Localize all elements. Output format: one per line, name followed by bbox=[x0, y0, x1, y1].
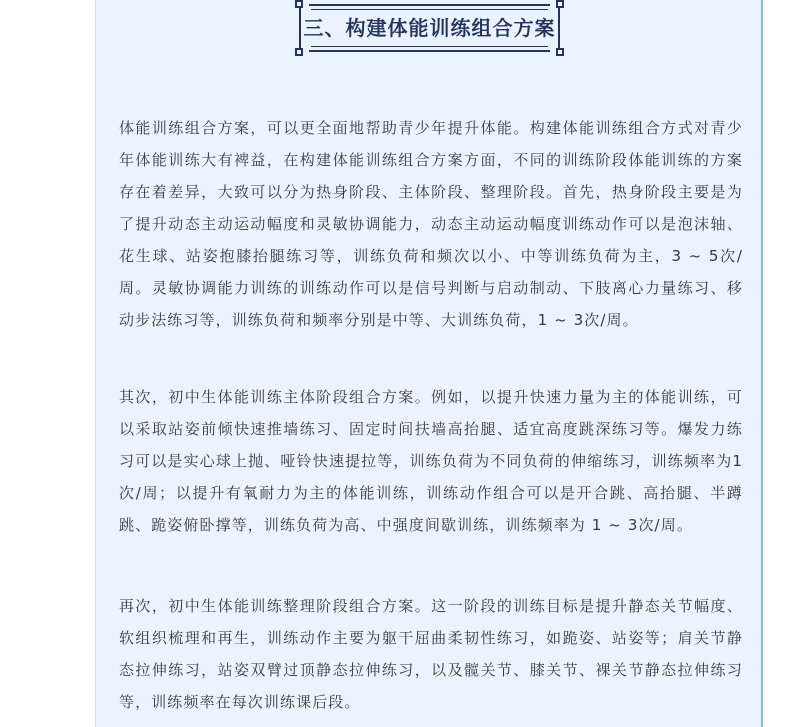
section-title-frame bbox=[299, 4, 560, 52]
frame-bottom-border bbox=[309, 50, 550, 52]
frame-top-border bbox=[309, 4, 550, 6]
section-title: 三、构建体能训练组合方案 bbox=[303, 16, 556, 40]
frame-corner-ornament bbox=[556, 48, 564, 56]
frame-corner-ornament bbox=[556, 0, 564, 8]
frame-corner-ornament bbox=[295, 0, 303, 8]
paragraph-warmup-stage: 体能训练组合方案，可以更全面地帮助青少年提升体能。构建体能训练组合方式对青少年体能训练大有裨益，在构建体能训练组合方案方面，不同的训练阶段体能训练的方案存在着差异，大致可以分为热身阶段、主体阶段、整理阶段。首先，热身阶段主要是为了提升动态主动运动幅度和灵敏协调能力，动态主动运动幅度训练动作可以是泡沫轴、花生球、站姿抱膝抬腿练习等，训练负荷和频次以小、中等训练负荷为主，3 ~ 5次/周。灵敏协调能力训练的训练动作可以是信号判断与启动制动、下肢离心力量练习、移动步法练习等，训练负荷和频率分别是中等、大训练负荷，1 ~ 3次/周。 bbox=[119, 119, 743, 329]
frame-corner-ornament bbox=[295, 48, 303, 56]
paragraph-cooldown-stage: 再次，初中生体能训练整理阶段组合方案。这一阶段的训练目标是提升静态关节幅度、软组织梳理和再生，训练动作主要为躯干屈曲柔韧性练习，如跪姿、站姿等；肩关节静态拉伸练习，站姿双臂过顶静态拉伸练习，以及髋关节、膝关节、裸关节静态拉伸练习等，训练频率在每次训练课后段。 bbox=[119, 597, 743, 711]
frame-inner-bottom-border bbox=[311, 46, 548, 47]
paragraph-main-stage: 其次，初中生体能训练主体阶段组合方案。例如，以提升快速力量为主的体能训练，可以采取站姿前倾快速推墙练习、固定时间扶墙高抬腿、适宜高度跳深练习等。爆发力练习可以是实心球上抛、哑铃快速提拉等，训练负荷为不同负荷的伸缩练习，训练频率为1次/周；以提升有氧耐力为主的体能训练，训练动作组合可以是开合跳、高抬腿、半蹲跳、跪姿俯卧撑等，训练负荷为高、中强度间歇训练，训练频率为 1 ~ 3次/周。 bbox=[119, 388, 743, 534]
frame-inner-top-border bbox=[311, 9, 548, 10]
